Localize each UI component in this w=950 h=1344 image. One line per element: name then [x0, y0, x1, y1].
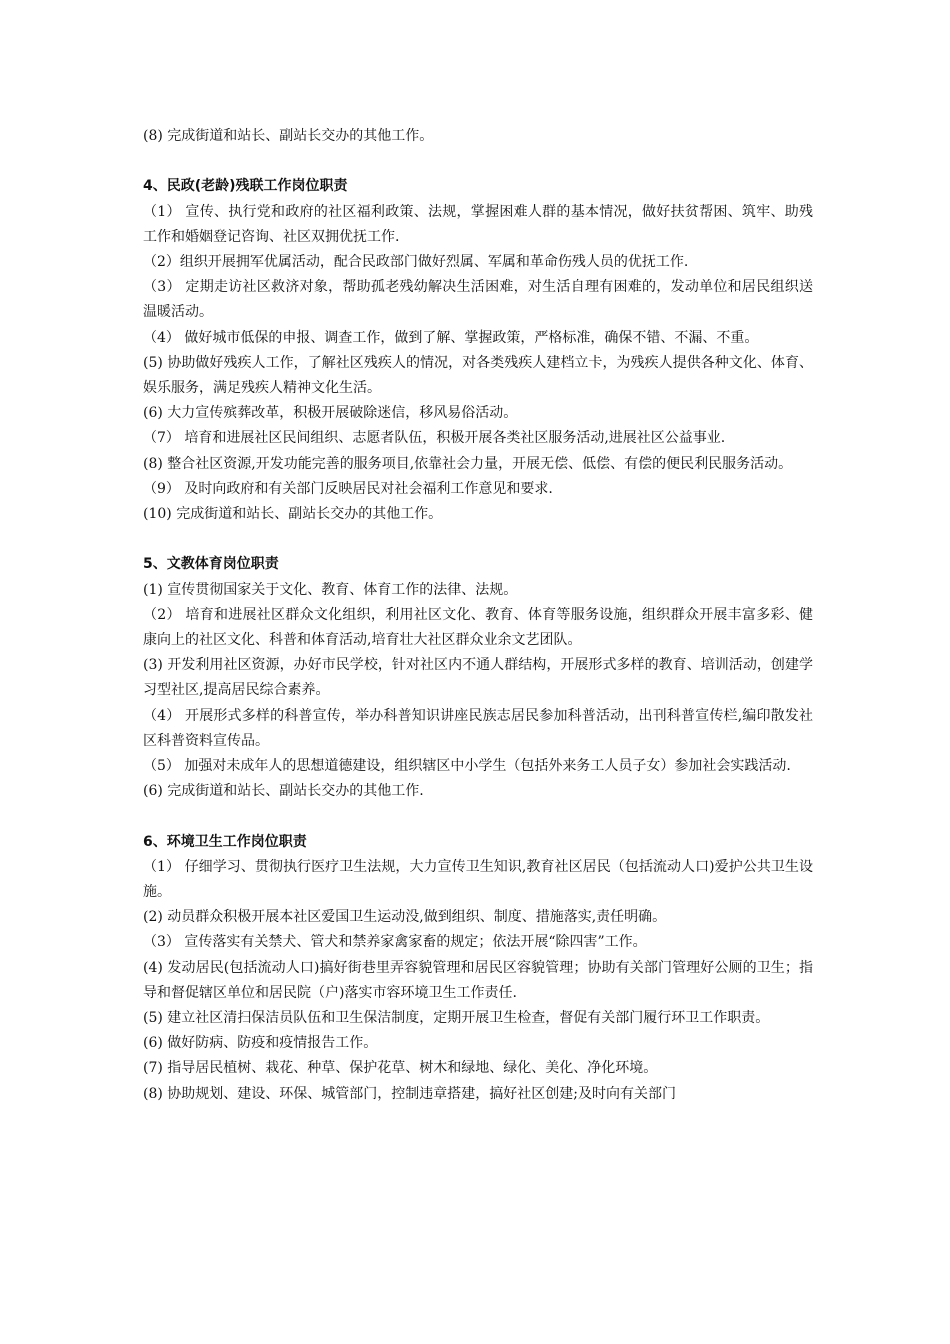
spacer — [143, 804, 813, 829]
list-item: （1） 仔细学习、贯彻执行医疗卫生法规，大力宣传卫生知识,教育社区居民（包括流动人口)爱护公共卫生设施。 — [143, 858, 813, 901]
list-item: （9） 及时向政府和有关部门反映居民对社会福利工作意见和要求. — [143, 480, 553, 497]
section-culture-education-sports — [143, 552, 813, 804]
list-item: (10) 完成街道和站长、副站长交办的其他工作。 — [143, 506, 443, 523]
list-item: （1） 宣传、执行党和政府的社区福利政策、法规，掌握困难人群的基本情况，做好扶贫帮困、筑牢、助残工作和婚姻登记咨询、社区双拥优抚工作. — [143, 203, 813, 245]
list-item: (7) 指导居民植树、栽花、种草、保护花草、树木和绿地、绿化、美化、净化环境。 — [143, 1060, 658, 1077]
list-item: (8) 协助规划、建设、环保、城管部门，控制违章搭建，搞好社区创建;及时向有关部门 — [143, 1085, 676, 1102]
list-item: (8) 整合社区资源,开发功能完善的服务项目,依靠社会力量，开展无偿、低偿、有偿的便民利民服务活动。 — [143, 455, 793, 472]
section-civil-affairs — [143, 174, 813, 527]
list-item: （4） 做好城市低保的申报、调查工作，做到了解、掌握政策，严格标准，确保不错、不漏、不重。 — [143, 329, 759, 346]
spacer — [143, 527, 813, 552]
section-environmental-sanitation — [143, 830, 813, 1107]
list-item: (2) 动员群众积极开展本社区爱国卫生运动没,做到组织、制度、措施落实,责任明确。 — [143, 909, 667, 926]
section-heading: 4、民政(老龄)残联工作岗位职责 — [143, 178, 348, 195]
list-item: （7） 培育和进展社区民间组织、志愿者队伍，积极开展各类社区服务活动,进展社区公益事业. — [143, 430, 726, 447]
list-item: (5) 建立社区清扫保洁员队伍和卫生保洁制度，定期开展卫生检查，督促有关部门履行环卫工作职责。 — [143, 1010, 770, 1027]
list-item: （4） 开展形式多样的科普宣传，举办科普知识讲座民族志居民参加科普活动，出刊科普宣传栏,编印散发社区科普资料宣传品。 — [143, 707, 813, 749]
list-item: （3） 宣传落实有关禁犬、管犬和禁养家禽家畜的规定；依法开展“除四害”工作。 — [143, 934, 647, 951]
list-item: (5) 协助做好残疾人工作，了解社区残疾人的情况，对各类残疾人建档立卡，为残疾人提供各种文化、体育、娱乐服务，满足残疾人精神文化生活。 — [143, 354, 813, 397]
list-item: （5） 加强对未成年人的思想道德建设，组织辖区中小学生（包括外来务工人员子女）参加社会实践活动. — [143, 758, 791, 775]
list-item: （2）组织开展拥军优属活动，配合民政部门做好烈属、军属和革命伤残人员的优抚工作. — [143, 254, 689, 270]
list-item: （3） 定期走访社区救济对象，帮助孤老残幼解决生活困难，对生活自理有困难的，发动单位和居民组织送温暖活动。 — [143, 279, 813, 321]
list-item: (6) 大力宣传殡葬改革，积极开展破除迷信，移风易俗活动。 — [143, 405, 518, 422]
list-item: (3) 开发利用社区资源，办好市民学校，针对社区内不通人群结构，开展形式多样的教育、培训活动，创建学习型社区,提高居民综合素养。 — [143, 657, 813, 699]
list-item: (4) 发动居民(包括流动人口)搞好街巷里弄容貌管理和居民区容貌管理；协助有关部门管理好公厕的卫生；指导和督促辖区单位和居民院（户)落实市容环境卫生工作责任. — [143, 959, 813, 1001]
section-heading: 6、环境卫生工作岗位职责 — [143, 833, 307, 850]
list-item: （2） 培育和进展社区群众文化组织，利用社区文化、教育、体育等服务设施，组织群众开展丰富多彩、健康向上的社区文化、科普和体育活动,培育壮大社区群众业余文艺团队。 — [143, 606, 813, 649]
spacer — [143, 149, 813, 174]
list-item: (1) 宣传贯彻国家关于文化、教育、体育工作的法律、法规。 — [143, 581, 518, 598]
section-heading: 5、文教体育岗位职责 — [143, 556, 279, 573]
list-item: (6) 完成街道和站长、副站长交办的其他工作. — [143, 783, 424, 800]
list-item: (6) 做好防病、防疫和疫情报告工作。 — [143, 1035, 378, 1052]
document-page — [143, 124, 813, 1107]
intro-item-8: (8) 完成街道和站长、副站长交办的其他工作。 — [143, 128, 434, 144]
